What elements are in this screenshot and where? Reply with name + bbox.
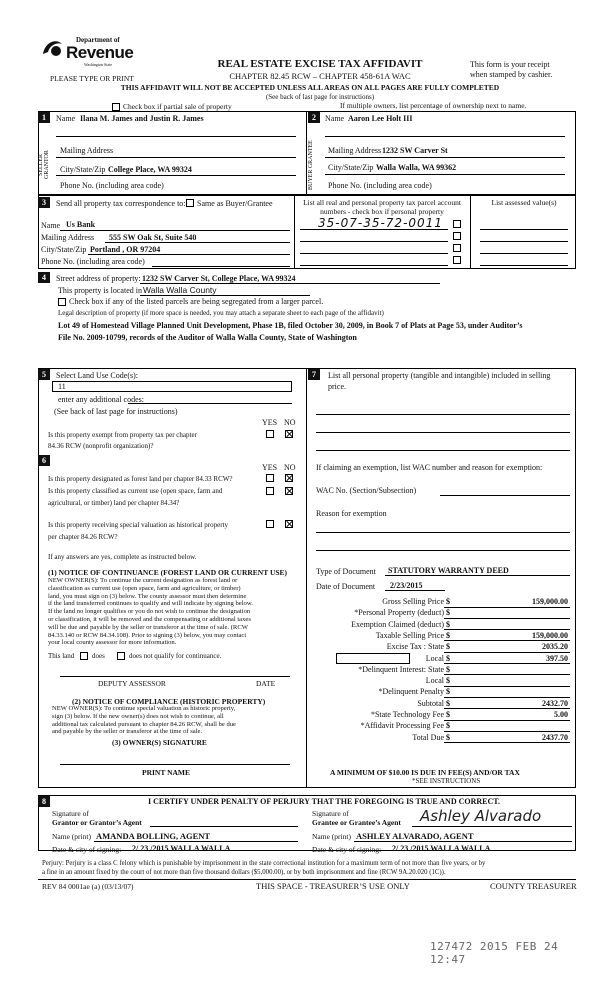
fin-row-dollar: $	[446, 687, 450, 697]
grantee-signature[interactable]: Ashley Alvarado	[420, 807, 542, 825]
fin-row-label: *Affidavit Processing Fee	[360, 721, 444, 731]
buyer-mailing-label: Mailing Address	[328, 146, 382, 155]
fin-row-label: Total Due	[412, 732, 444, 742]
logo	[40, 34, 134, 72]
county-treasurer: COUNTY TREASURER	[490, 881, 577, 891]
s6-yes: YES	[262, 463, 278, 472]
segregated-label: Check box if any of the listed parcels are being segregated from a larger parcel.	[69, 297, 324, 306]
if-yes-note: If any answers are yes, complete as instructed below.	[48, 553, 197, 561]
buyer-side-label: BUYER GRANTEE	[308, 140, 314, 190]
logo-state: Washington State	[84, 62, 113, 67]
county-value[interactable]: Walla Walla County	[143, 285, 217, 295]
personal-property-1: List all personal property (tangible and intangible) included in selling	[328, 371, 551, 380]
grantee-name[interactable]: ASHLEY ALVARADO, AGENT	[356, 831, 474, 841]
fin-row-label: Local	[425, 676, 444, 686]
personal-property-2: price.	[328, 382, 346, 391]
receipt-note-2: when stamped by cashier.	[470, 70, 553, 79]
does-label: does	[92, 652, 105, 660]
street-address[interactable]: 1232 SW Carver St, College Place, WA 99324	[142, 274, 296, 283]
form-chapter: CHAPTER 82.45 RCW – CHAPTER 458-61A WAC	[229, 71, 411, 81]
fin-row-line	[444, 686, 570, 687]
buyer-city-label: City/State/Zip	[328, 163, 374, 172]
instructions-note: (See back of last page for instructions)	[265, 93, 375, 101]
fin-row-value[interactable]: 2437.70	[542, 732, 568, 742]
historic-question-2: per chapter 84.26 RCW?	[48, 533, 118, 541]
current-yes-checkbox[interactable]	[266, 487, 274, 495]
assessed-header: List assessed value(s)	[491, 198, 557, 207]
grantee-sig-label-2: Grantee or Grantee’s Agent	[312, 818, 401, 827]
forest-question: Is this property designated as forest land per chapter 84.33 RCW?	[48, 475, 233, 483]
parcel-3-checkbox[interactable]	[453, 244, 461, 252]
corr-phone-label: Phone No. (including area code)	[41, 257, 145, 266]
corr-city-label: City/State/Zip	[41, 245, 87, 254]
grantee-name-label: Name (print)	[312, 832, 351, 841]
perjury-line-1: Perjury: Perjury is a class C felony which is punishable by imprisonment in the state correctional institution for a maximum term of not more than five years, or by	[42, 860, 486, 867]
fin-row-line	[444, 742, 570, 743]
corr-name[interactable]: Us Bank	[66, 220, 96, 229]
fin-row-value[interactable]: 397.50	[546, 653, 568, 663]
reason-label: Reason for exemption	[316, 509, 387, 518]
buyer-name-label: Name	[325, 114, 345, 123]
does-not-label: does not qualify for continuance.	[129, 652, 222, 660]
notice-2-text: NEW OWNER(S): To continue special valuation as historic property, sign (3) below. If the new owner(s) does not wish to continue, all additional tax calculated pursuant to chapter 84.26 RCW, shall be due and payable by the seller or transferor at the time of sale.	[52, 705, 236, 736]
fin-row-value[interactable]: 2035.20	[542, 642, 568, 652]
grantor-sig-label-1: Signature of	[52, 809, 89, 818]
section-6-number: 6	[38, 455, 50, 466]
grantee-date-label: Date & city of signing:	[312, 845, 382, 854]
current-use-question-2: agricultural, or timber) land per chapter 84.34?	[48, 499, 180, 507]
seller-mailing-label: Mailing Address	[60, 146, 114, 155]
buyer-name[interactable]: Aaron Lee Holt III	[348, 114, 413, 123]
form-title: REAL ESTATE EXCISE TAX AFFIDAVIT	[217, 58, 423, 70]
exempt-question-2: 84.36 RCW (nonprofit organization)?	[48, 442, 154, 450]
grantor-sig-label-2: Grantor or Grantor’s Agent	[52, 818, 142, 827]
fin-row-dollar: $	[446, 619, 450, 629]
does-not-qualify-checkbox[interactable]	[117, 652, 125, 660]
send-correspondence-label: Send all property tax correspondence to:	[56, 199, 186, 208]
treasurer-space: THIS SPACE - TREASURER’S USE ONLY	[256, 881, 410, 891]
fin-row-label: *Personal Property (deduct)	[354, 608, 444, 618]
print-note: PLEASE TYPE OR PRINT	[50, 74, 134, 83]
fin-row-dollar: $	[446, 698, 450, 708]
land-use-value: 11	[58, 382, 66, 391]
grantee-date-city[interactable]: 2/ 23 /2015 WALLA WALLA	[392, 844, 491, 853]
certify-statement: I CERTIFY UNDER PENALTY OF PERJURY THAT THE FOREGOING IS TRUE AND CORRECT.	[148, 797, 501, 806]
fin-row-line	[444, 663, 570, 664]
warning-text: THIS AFFIDAVIT WILL NOT BE ACCEPTED UNLESS ALL AREAS ON ALL PAGES ARE FULLY COMPLETED	[120, 83, 500, 92]
segregated-checkbox[interactable]	[58, 298, 66, 306]
buyer-phone-label: Phone No. (including area code)	[328, 181, 432, 190]
partial-sale-label: Check box if partial sale of property	[123, 102, 232, 111]
parcel-header-2: numbers - check box if personal property	[320, 207, 444, 216]
current-no-checkbox[interactable]	[285, 487, 293, 495]
legal-label: Legal description of property (if more space is needed, you may attach a separate sheet to each page of the affidavit)	[58, 309, 384, 317]
additional-codes-label: enter any additional codes:	[58, 395, 144, 404]
s6-no: NO	[284, 463, 296, 472]
deputy-assessor-label: DEPUTY ASSESSOR	[98, 679, 166, 688]
buyer-city[interactable]: Walla Walla, WA 99362	[376, 163, 457, 172]
parcel-4-checkbox[interactable]	[453, 256, 461, 264]
fin-row-dollar: $	[446, 642, 450, 652]
historic-yes-checkbox[interactable]	[266, 520, 274, 528]
seller-phone-label: Phone No. (including area code)	[60, 181, 164, 190]
same-as-buyer-label: Same as Buyer/Grantee	[197, 199, 273, 208]
fin-row-line	[444, 674, 570, 675]
parcel-header-1: List all real and personal property tax parcel account	[303, 198, 461, 207]
fin-row-label: Exemption Claimed (deduct)	[351, 619, 444, 629]
notice-2-title: (2) NOTICE OF COMPLIANCE (HISTORIC PROPERTY)	[72, 697, 266, 706]
fin-row-label: Subtotal	[417, 698, 444, 708]
fin-row-dollar: $	[446, 721, 450, 731]
parcel-number[interactable]: 35-07-35-72-0011	[318, 216, 443, 230]
this-land-label: This land	[48, 652, 75, 660]
fin-row-label: Excise Tax : State	[386, 642, 444, 652]
seller-side-label: SELLER GRANTOR	[38, 150, 50, 180]
fin-row-label: *Delinquent Penalty	[378, 687, 444, 697]
parcel-1-checkbox[interactable]	[453, 220, 461, 228]
multiple-owners-note: If multiple owners, list percentage of ownership next to name.	[340, 101, 527, 110]
treasurer-stamp: 127472 2015 FEB 24 12:47	[430, 940, 559, 966]
corr-name-label: Name	[41, 221, 61, 230]
doc-date-value[interactable]: 2/23/2015	[390, 581, 423, 590]
section-4-number: 4	[38, 272, 50, 283]
doc-date-label: Date of Document	[316, 582, 376, 591]
land-use-see-back: (See back of last page for instructions)	[54, 407, 178, 416]
section-7-number: 7	[308, 369, 320, 380]
fin-row-dollar: $	[446, 676, 450, 686]
owner-signature-label: (3) OWNER(S) SIGNATURE	[112, 738, 207, 747]
section-3-number: 3	[38, 197, 50, 208]
s5-yes: YES	[262, 418, 278, 427]
partial-sale-checkbox[interactable]	[112, 103, 120, 111]
wac-label: WAC No. (Section/Subsection)	[316, 486, 417, 495]
land-use-input[interactable]	[52, 381, 292, 392]
grantee-sig-label-1: Signature of	[312, 809, 349, 818]
forest-yes-checkbox[interactable]	[266, 474, 274, 482]
land-use-label: Select Land Use Code(s):	[56, 371, 138, 380]
section-1-number: 1	[38, 112, 50, 123]
grantor-date-label: Date & city of signing:	[52, 845, 122, 854]
logo-dept: Department of	[76, 36, 120, 44]
exempt-yes-checkbox[interactable]	[266, 430, 274, 438]
receipt-note-1: This form is your receipt	[470, 60, 550, 69]
fin-row-label: Gross Selling Price	[382, 597, 444, 606]
fin-row-line	[444, 720, 570, 721]
fin-row-dollar: $	[446, 608, 450, 618]
fin-row-label: Taxable Selling Price	[375, 630, 444, 640]
county-label: This property is located in	[58, 286, 142, 295]
s5-no: NO	[284, 418, 296, 427]
doc-type-label: Type of Document	[316, 567, 376, 576]
historic-no-checkbox[interactable]	[285, 520, 293, 528]
grantor-date-city[interactable]: 2/ 23 /2015 WALLA WALLA	[132, 844, 231, 853]
exemption-claim-label: If claiming an exemption, list WAC number and reason for exemption:	[316, 463, 543, 472]
fin-row-dollar: $	[446, 732, 450, 742]
logo-revenue: Revenue	[66, 43, 134, 62]
fin-row-label: *State Technology Fee	[370, 710, 444, 719]
seller-city[interactable]: College Place, WA 99324	[108, 165, 192, 174]
current-use-question-1: Is this property classified as current use (open space, farm and	[48, 487, 223, 495]
form-number: REV 84 0001ae (a) (03/13/07)	[42, 882, 134, 891]
print-name-label: PRINT NAME	[142, 768, 190, 777]
corr-city[interactable]: Portland , OR 97204	[90, 245, 161, 254]
doc-type-value[interactable]: STATUTORY WARRANTY DEED	[388, 566, 509, 575]
fin-row-dollar: $	[446, 664, 450, 674]
deputy-date-label: DATE	[256, 679, 276, 688]
fin-row-dollar: $	[446, 630, 450, 640]
fin-row-dollar: $	[446, 653, 450, 663]
does-qualify-checkbox[interactable]	[80, 652, 88, 660]
seller-name[interactable]: Ilana M. James and Justin R. James	[80, 114, 204, 123]
buyer-mailing[interactable]: 1232 SW Carver St	[382, 146, 448, 155]
legal-description-1[interactable]: Lot 49 of Homestead Village Planned Unit Development, Phase 1B, filed October 30, 2009, in Book 7 of Plats at Page 53, under Auditor’s	[58, 321, 523, 330]
local-rate-box[interactable]	[336, 653, 410, 664]
corr-mailing-label: Mailing Address	[41, 233, 95, 242]
section-8-number: 8	[38, 796, 50, 807]
same-as-buyer-checkbox[interactable]	[186, 199, 194, 207]
revenue-logo-icon	[40, 36, 66, 62]
fin-row-label: Local	[425, 653, 444, 663]
fin-row-value[interactable]: 159,000.00	[532, 630, 568, 640]
notice-1-text: NEW OWNER(S): To continue the current designation as forest land or classification as current use (open space, farm and agriculture, or timber) land, you must sign on (3) below. The county assessor must then determine if the land transferred continues to qualify and will indicate by signing below. If the land no longer qualifies or you do not wish to continue the designation or classification, it will be removed and the compensating or additional taxes will be due and payable by the seller or transferor at the time of sale. (RCW 84.33.140 or RCW 84.34.108). Prior to signing (3) below, you may contact your local county assessor for more information.	[48, 577, 253, 647]
street-label: Street address of property:	[56, 274, 141, 283]
fin-row-label: *Delinquent Interest: State	[358, 664, 444, 674]
exempt-no-checkbox[interactable]	[285, 430, 293, 438]
fin-row-value[interactable]: 5.00	[554, 710, 568, 719]
parcel-2-checkbox[interactable]	[453, 232, 461, 240]
section-5-number: 5	[38, 369, 50, 380]
grantor-name-label: Name (print)	[52, 832, 91, 841]
corr-mailing[interactable]: 555 SW Oak St, Suite 540	[109, 233, 197, 242]
fin-row-line	[444, 618, 570, 619]
seller-city-label: City/State/Zip	[60, 165, 106, 174]
grantor-name[interactable]: AMANDA BOLLING, AGENT	[96, 831, 211, 841]
fin-row-line	[444, 607, 570, 608]
seller-name-label: Name	[56, 114, 76, 123]
perjury-line-2: a fine in an amount fixed by the court of not more than five thousand dollars ($5,000.00), or by both imprisonment and fine (RCW 9A.20.020 (1C)).	[42, 869, 446, 876]
see-instructions: *SEE INSTRUCTIONS	[412, 777, 481, 785]
section-2-number: 2	[308, 112, 320, 123]
fin-row-value[interactable]: 2432.70	[542, 698, 568, 708]
legal-description-2[interactable]: File No. 2009-10799, records of the Auditor of Walla Walla County, State of Washington	[58, 333, 357, 342]
fin-row-value[interactable]: 159,000.00	[532, 597, 568, 606]
minimum-note: A MINIMUM OF $10.00 IS DUE IN FEE(S) AND/OR TAX	[330, 768, 520, 777]
notice-1-title: (1) NOTICE OF CONTINUANCE (FOREST LAND OR CURRENT USE)	[48, 568, 288, 577]
fin-row-dollar: $	[446, 597, 450, 606]
fin-row-dollar: $	[446, 710, 450, 719]
historic-question-1: Is this property receiving special valuation as historical property	[48, 521, 229, 529]
exempt-question-1: Is this property exempt from property tax per chapter	[48, 431, 197, 439]
forest-no-checkbox[interactable]	[285, 474, 293, 482]
